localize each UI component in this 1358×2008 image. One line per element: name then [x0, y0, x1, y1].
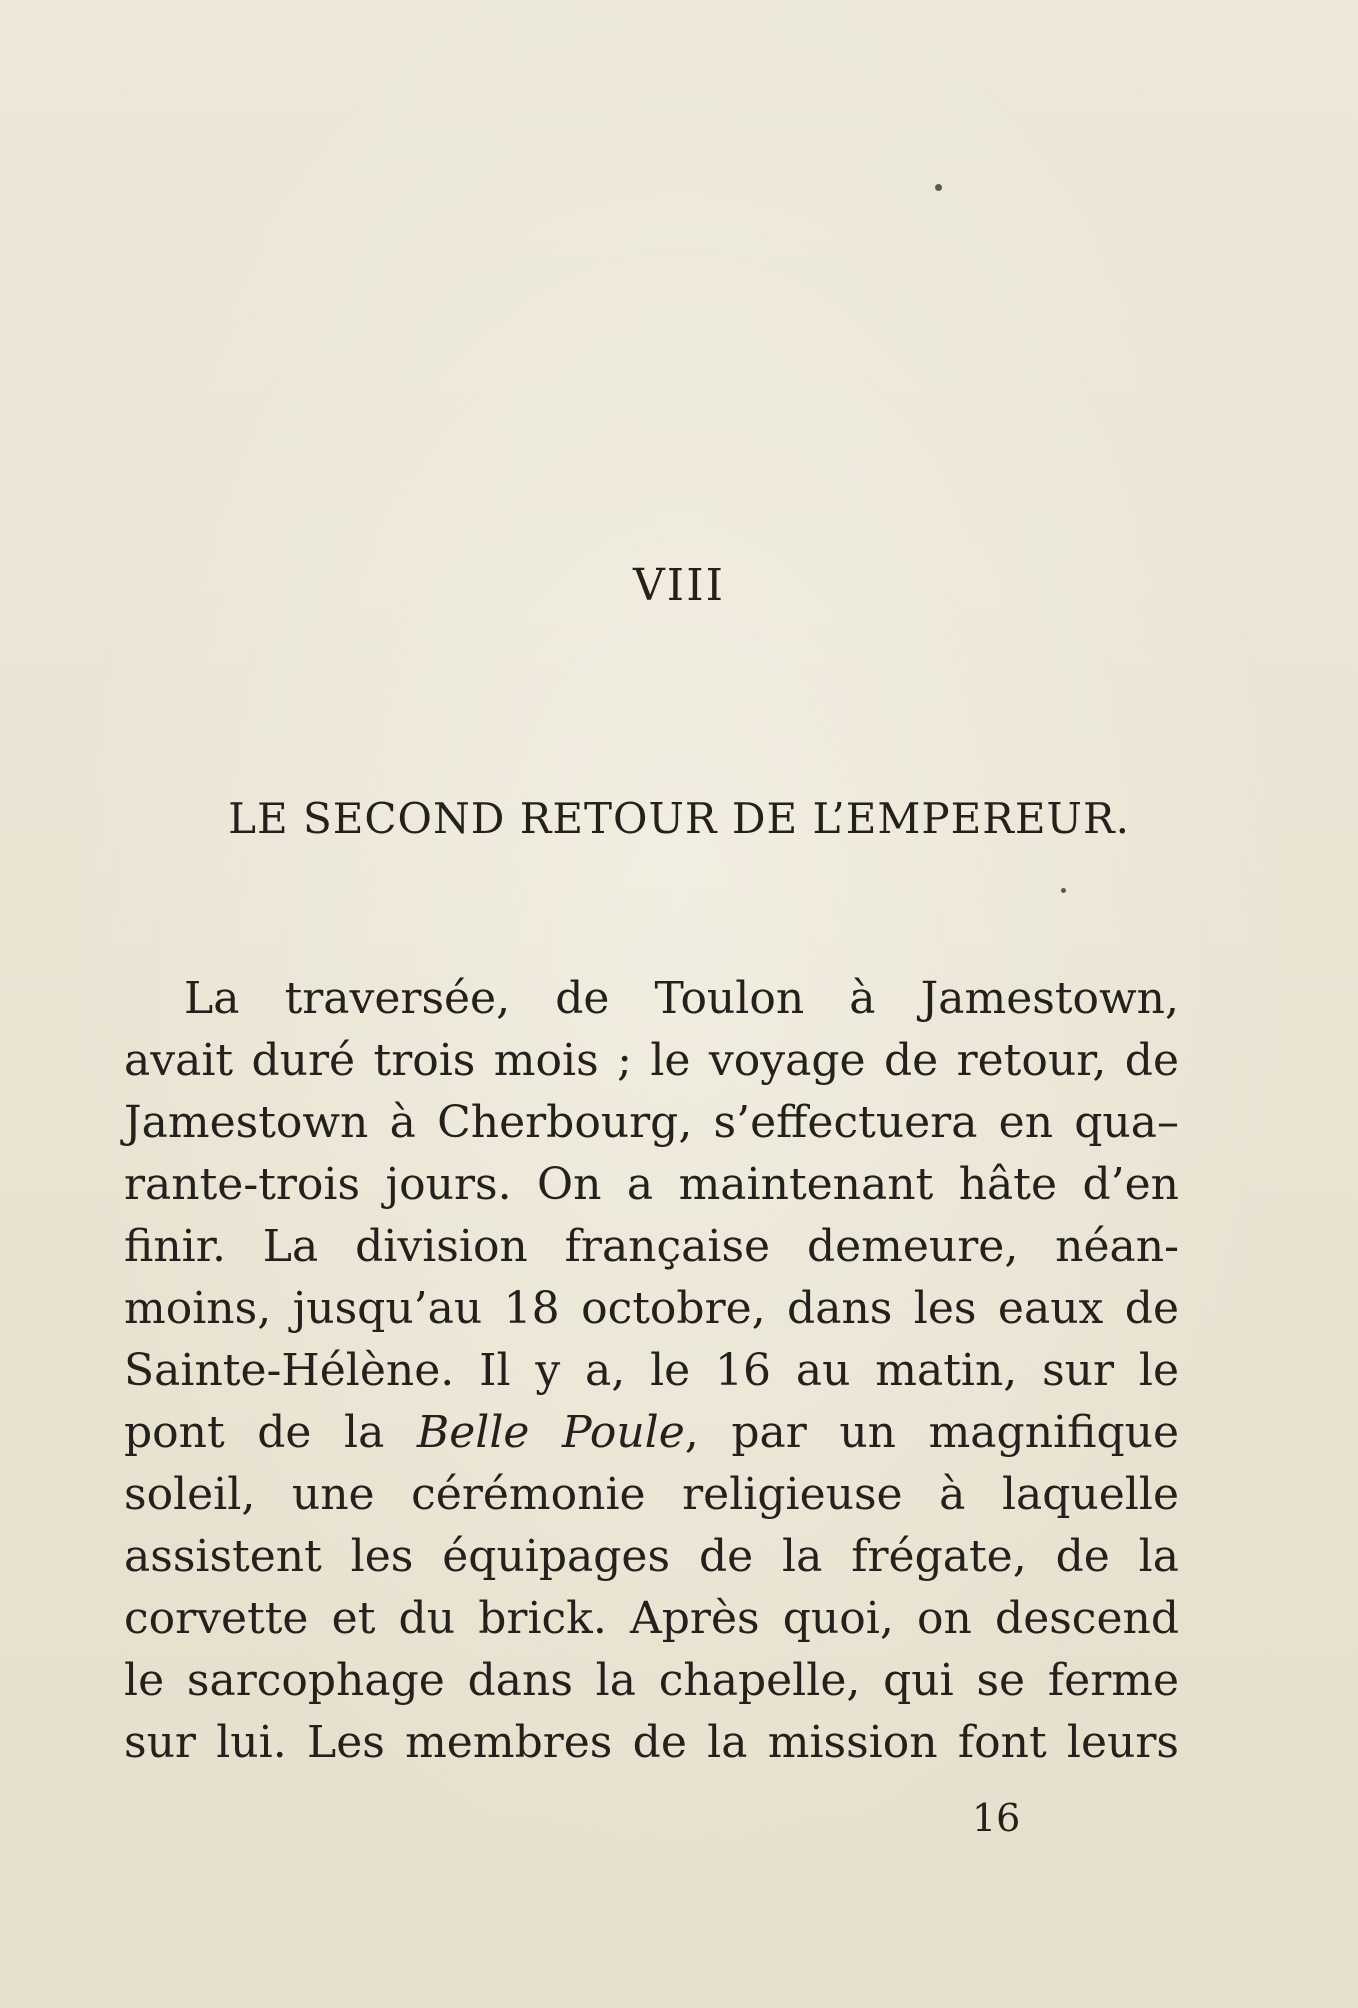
text-line: assistent les équipages de la frégate, de la [124, 1531, 1179, 1582]
page-number: 16 [972, 1796, 1021, 1840]
text-line: corvette et du brick. Après quoi, on descend [124, 1593, 1179, 1644]
chapter-title: LE SECOND RETOUR DE L’EMPEREUR. [228, 794, 1130, 843]
chapter-number: VIII [633, 560, 725, 611]
text-line: moins, jusqu’au 18 octobre, dans les eaux de [124, 1283, 1179, 1334]
text-line: soleil, une cérémonie religieuse à laquelle [124, 1469, 1179, 1520]
ink-speck [1061, 888, 1066, 893]
text-line-after-italic: , par un magnifique [684, 1407, 1179, 1458]
text-line: sur lui. Les membres de la mission font leurs [124, 1717, 1179, 1768]
text-line: Sainte-Hélène. Il y a, le 16 au matin, sur le [124, 1345, 1179, 1396]
text-line [124, 1402, 1179, 1464]
text-line: le sarcophage dans la chapelle, qui se ferme [124, 1655, 1179, 1706]
text-line: rante-trois jours. On a maintenant hâte d’en [124, 1159, 1179, 1210]
text-line: Jamestown à Cherbourg, s’effectuera en qua– [124, 1097, 1179, 1148]
body-paragraph [124, 968, 1179, 1774]
text-line-before-italic: pont de la [124, 1407, 417, 1458]
text-line: finir. La division française demeure, néan- [124, 1221, 1179, 1272]
text-line: La traversée, de Toulon à Jamestown, [184, 973, 1179, 1024]
text-line: avait duré trois mois ; le voyage de retour, de [124, 1035, 1179, 1086]
ship-name-italic: Belle Poule [416, 1407, 685, 1458]
ink-speck [935, 184, 942, 191]
